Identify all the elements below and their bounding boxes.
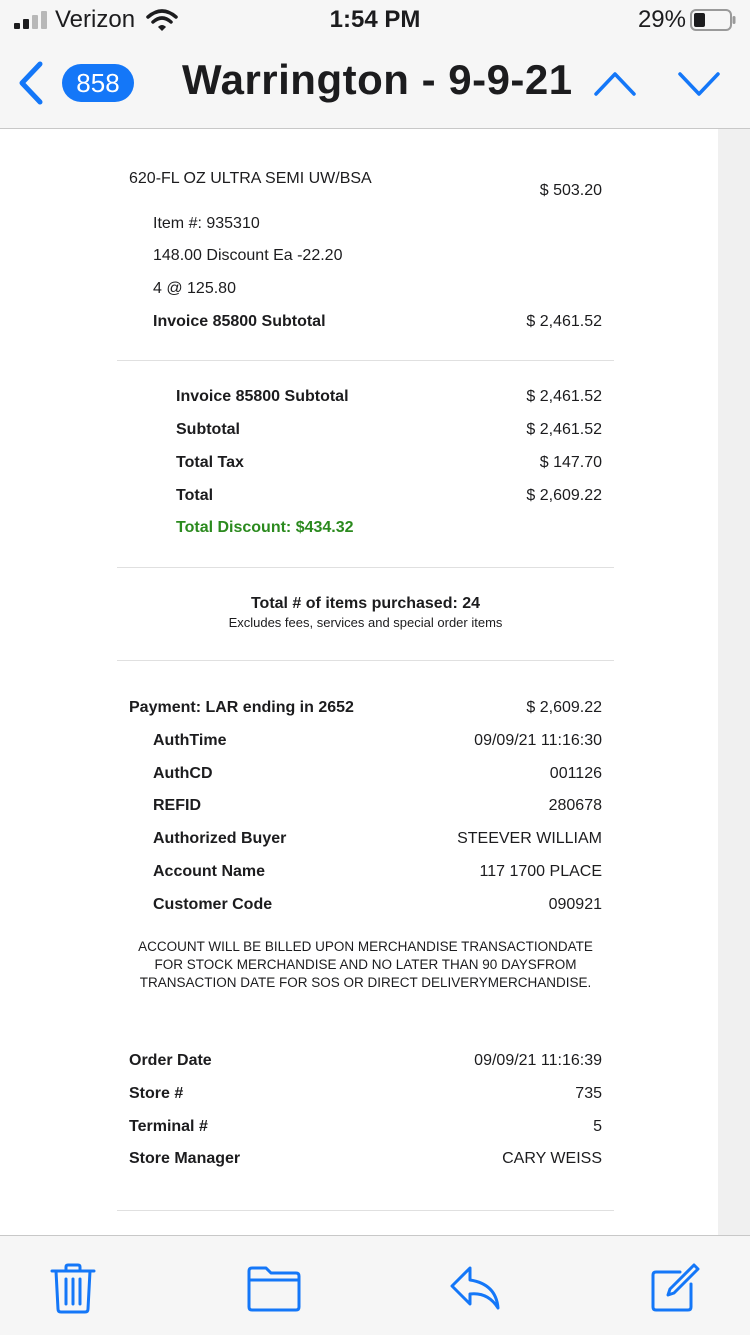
item-price: $ 503.20 bbox=[539, 182, 602, 199]
status-bar bbox=[0, 0, 750, 40]
scroll-track bbox=[718, 129, 750, 1235]
authtime-value: 09/09/21 11:16:30 bbox=[474, 732, 602, 749]
battery-percent: 29% bbox=[637, 6, 686, 33]
back-chevron-icon[interactable] bbox=[14, 60, 48, 106]
item-name: 620-FL OZ ULTRA SEMI UW/BSA bbox=[129, 170, 372, 187]
total-tax-label: Total Tax bbox=[176, 454, 244, 471]
message-subject: Warrington - 9-9-21 bbox=[182, 56, 573, 103]
refid-label: REFID bbox=[153, 797, 201, 814]
item-discount: 148.00 Discount Ea -22.20 bbox=[153, 247, 343, 264]
total-tax-value: $ 147.70 bbox=[539, 454, 602, 471]
divider bbox=[117, 360, 614, 361]
mail-nav-bar bbox=[0, 40, 750, 129]
authcd-label: AuthCD bbox=[153, 765, 213, 782]
customer-code-label: Customer Code bbox=[153, 896, 273, 913]
authtime-label: AuthTime bbox=[153, 732, 227, 749]
subtotal-label: Subtotal bbox=[176, 421, 240, 438]
terminal-number-label: Terminal # bbox=[129, 1118, 208, 1135]
total-value: $ 2,609.22 bbox=[526, 487, 602, 504]
subtotal-value: $ 2,461.52 bbox=[526, 421, 602, 438]
authorized-buyer-label: Authorized Buyer bbox=[153, 830, 287, 847]
account-name-value: 117 1700 PLACE bbox=[479, 863, 602, 880]
item-quantity: 4 @ 125.80 bbox=[153, 280, 236, 297]
invoice-subtotal-label: Invoice 85800 Subtotal bbox=[176, 388, 349, 405]
reply-icon[interactable] bbox=[448, 1262, 502, 1314]
carrier-name: Verizon bbox=[55, 6, 136, 33]
billing-notice-line: FOR STOCK MERCHANDISE AND NO LATER THAN 90 DAYSFROM bbox=[154, 957, 577, 972]
mail-toolbar bbox=[0, 1235, 750, 1335]
customer-code-value: 090921 bbox=[548, 896, 602, 913]
authcd-value: 001126 bbox=[549, 765, 602, 782]
total-label: Total bbox=[176, 487, 214, 504]
payment-value: $ 2,609.22 bbox=[526, 699, 602, 716]
divider bbox=[117, 660, 614, 661]
email-body[interactable] bbox=[0, 129, 718, 1235]
store-number-value: 735 bbox=[575, 1085, 602, 1102]
clock: 1:54 PM bbox=[329, 6, 421, 33]
account-name-label: Account Name bbox=[153, 863, 266, 880]
battery-icon bbox=[690, 9, 736, 31]
divider bbox=[117, 567, 614, 568]
item-subtotal-label: Invoice 85800 Subtotal bbox=[153, 313, 326, 330]
item-subtotal-value: $ 2,461.52 bbox=[526, 313, 602, 330]
refid-value: 280678 bbox=[548, 797, 602, 814]
chevron-up-icon[interactable] bbox=[592, 68, 638, 100]
items-purchased-note: Excludes fees, services and special order items bbox=[228, 615, 503, 630]
item-number: Item #: 935310 bbox=[153, 215, 260, 232]
order-date-label: Order Date bbox=[129, 1052, 212, 1069]
inbox-count-badge[interactable]: 858 bbox=[62, 64, 134, 102]
folder-icon[interactable] bbox=[246, 1262, 302, 1314]
payment-label: Payment: LAR ending in 2652 bbox=[129, 699, 354, 716]
divider bbox=[117, 1210, 614, 1211]
chevron-down-icon[interactable] bbox=[676, 68, 722, 100]
order-date-value: 09/09/21 11:16:39 bbox=[474, 1052, 602, 1069]
store-manager-label: Store Manager bbox=[129, 1150, 241, 1167]
billing-notice-line: TRANSACTION DATE FOR SOS OR DIRECT DELIVERYMERCHANDISE. bbox=[139, 975, 592, 990]
compose-icon[interactable] bbox=[650, 1262, 700, 1314]
store-number-label: Store # bbox=[129, 1085, 184, 1102]
items-purchased-count: Total # of items purchased: 24 bbox=[250, 595, 481, 612]
total-discount: Total Discount: $434.32 bbox=[176, 519, 354, 536]
billing-notice-line: ACCOUNT WILL BE BILLED UPON MERCHANDISE TRANSACTIONDATE bbox=[138, 939, 593, 954]
authorized-buyer-value: STEEVER WILLIAM bbox=[457, 830, 602, 847]
store-manager-value: CARY WEISS bbox=[502, 1150, 602, 1167]
trash-icon[interactable] bbox=[48, 1262, 98, 1314]
billing-notice bbox=[117, 938, 614, 992]
terminal-number-value: 5 bbox=[593, 1118, 602, 1135]
invoice-subtotal-value: $ 2,461.52 bbox=[526, 388, 602, 405]
